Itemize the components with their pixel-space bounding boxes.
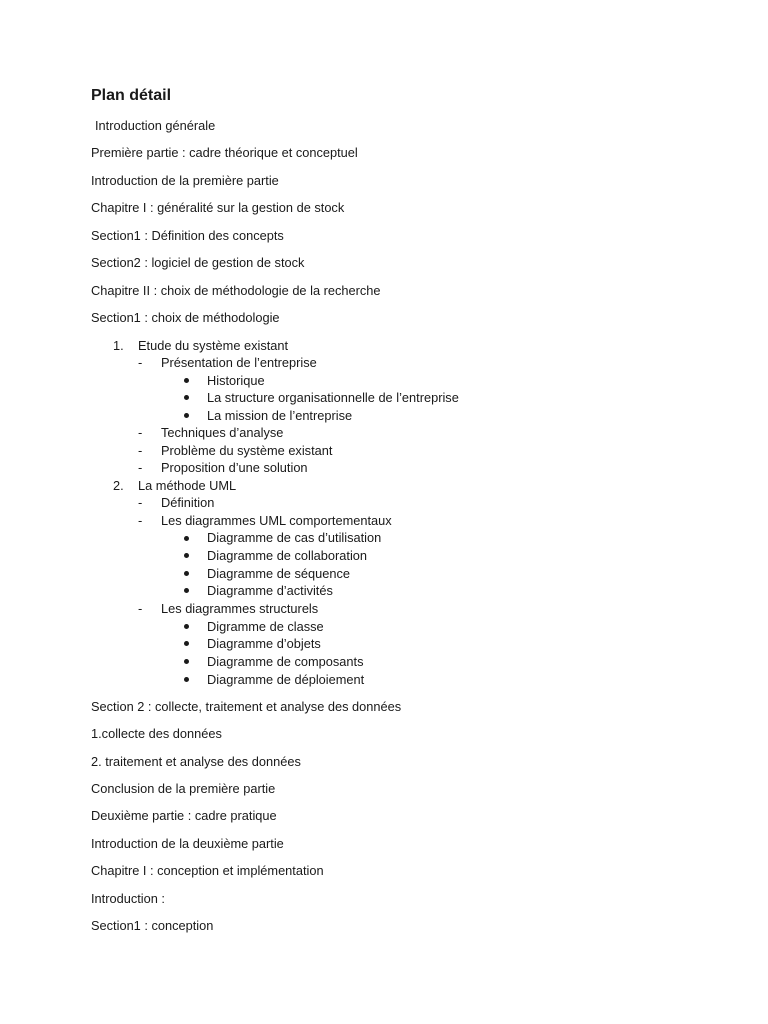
part1-chapter1: Chapitre I : généralité sur la gestion de stock — [91, 200, 345, 215]
dash-marker: - — [138, 355, 143, 370]
part2-chapter1: Chapitre I : conception et implémentation — [91, 863, 324, 878]
part1-conclusion: Conclusion de la première partie — [91, 781, 276, 796]
bullet-item: Diagramme de composants — [207, 654, 364, 669]
bullet-icon — [184, 659, 189, 664]
list-item-number: 1. — [113, 338, 124, 353]
bullet-item: La mission de l’entreprise — [207, 408, 353, 423]
part1-ch1-section2: Section2 : logiciel de gestion de stock — [91, 255, 305, 270]
dash-marker: - — [138, 425, 143, 440]
sub-item: Problème du système existant — [161, 443, 333, 458]
part2-ch1-intro: Introduction : — [91, 891, 165, 906]
part2-ch1-section1: Section1 : conception — [91, 918, 214, 933]
sub-item: Définition — [161, 495, 215, 510]
bullet-item: Diagramme de séquence — [207, 566, 350, 581]
part1-ch2-section1: Section1 : choix de méthodologie — [91, 310, 280, 325]
bullet-item: Diagramme d’objets — [207, 636, 321, 651]
dash-marker: - — [138, 443, 143, 458]
bullet-item: La structure organisationnelle de l’entreprise — [207, 390, 459, 405]
part1-heading: Première partie : cadre théorique et conceptuel — [91, 145, 358, 160]
list-item-label: La méthode UML — [138, 478, 237, 493]
dash-marker: - — [138, 601, 143, 616]
bullet-icon — [184, 588, 189, 593]
sub-item: Les diagrammes UML comportementaux — [161, 513, 392, 528]
part1-ch2-section2: Section 2 : collecte, traitement et analyse des données — [91, 699, 402, 714]
page-title: Plan détail — [91, 87, 172, 104]
dash-marker: - — [138, 495, 143, 510]
intro-general: Introduction générale — [95, 118, 216, 133]
section2-item2: 2. traitement et analyse des données — [91, 754, 301, 769]
sub-item: Les diagrammes structurels — [161, 601, 319, 616]
bullet-item: Digramme de classe — [207, 619, 324, 634]
part1-intro: Introduction de la première partie — [91, 173, 279, 188]
bullet-icon — [184, 677, 189, 682]
bullet-icon — [184, 624, 189, 629]
dash-marker: - — [138, 460, 143, 475]
bullet-icon — [184, 413, 189, 418]
part2-heading: Deuxième partie : cadre pratique — [91, 808, 277, 823]
bullet-item: Diagramme de collaboration — [207, 548, 368, 563]
sub-item: Proposition d’une solution — [161, 460, 308, 475]
bullet-item: Diagramme de cas d’utilisation — [207, 530, 382, 545]
bullet-item: Historique — [207, 373, 265, 388]
sub-item: Présentation de l’entreprise — [161, 355, 317, 370]
bullet-icon — [184, 553, 189, 558]
bullet-item: Diagramme de déploiement — [207, 672, 365, 687]
bullet-icon — [184, 378, 189, 383]
section2-item1: 1.collecte des données — [91, 726, 222, 741]
part2-intro: Introduction de la deuxième partie — [91, 836, 284, 851]
part1-chapter2: Chapitre II : choix de méthodologie de la recherche — [91, 283, 381, 298]
bullet-icon — [184, 536, 189, 541]
sub-item: Techniques d’analyse — [161, 425, 284, 440]
bullet-item: Diagramme d’activités — [207, 583, 333, 598]
bullet-icon — [184, 395, 189, 400]
part1-ch1-section1: Section1 : Définition des concepts — [91, 228, 284, 243]
list-item-label: Etude du système existant — [138, 338, 289, 353]
dash-marker: - — [138, 513, 143, 528]
bullet-icon — [184, 571, 189, 576]
bullet-icon — [184, 641, 189, 646]
list-item-number: 2. — [113, 478, 124, 493]
